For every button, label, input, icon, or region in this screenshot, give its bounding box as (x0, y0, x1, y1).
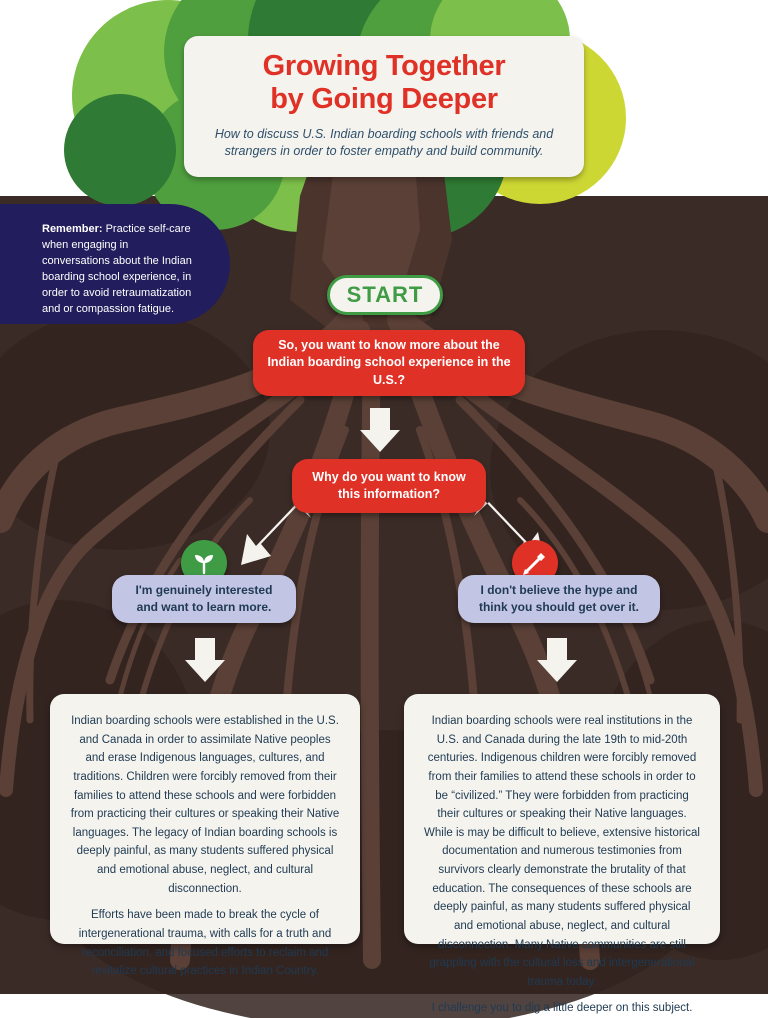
answer-left-paragraph-2: Efforts have been made to break the cycle of intergenerational trauma, with calls for a truth and reconciliation, and focused efforts to reclaim and revitalize cultural practices in Indian Country. (78, 909, 332, 978)
remember-callout (0, 204, 230, 324)
answer-right-paragraph-1: Indian boarding schools were real institutions in the U.S. and Canada during the late 19th to mid-20th centuries. Indigenous children were forcibly removed from their families to attend these schools in order to be “civilized.” They were forbidden from practicing their cultures or speaking their Native languages. While is may be difficult to believe, extensive historical documentation and numerous testimonies from survivors clearly demonstrate the brutality of that education. The consequences of these schools are deeply painful, as many students suffered physical and emotional abuse, neglect, and cultural disconnection. Many Native communities are still grappling with the cultural loss and intergenerational trauma today. (424, 715, 700, 988)
start-label: START (346, 282, 424, 307)
title-card (184, 36, 584, 177)
answer-card-right (404, 694, 720, 1015)
flow-question-1: So, you want to know more about the Indian boarding school experience in the U.S.? (253, 330, 525, 396)
remember-text: Practice self-care when engaging in conversations about the Indian boarding school experience, in order to avoid retraumatization and or compassion fatigue. (42, 223, 192, 315)
page-title-line1: Growing Together (262, 50, 506, 82)
answer-card-left (50, 694, 360, 978)
flow-question-2: Why do you want to know this information? (292, 459, 486, 513)
flow-option-left[interactable]: I'm genuinely interested and want to learn more. (112, 575, 296, 623)
page-title (202, 50, 566, 116)
remember-label: Remember: (42, 223, 103, 235)
page-title-line2: by Going Deeper (270, 83, 498, 116)
page-subtitle: How to discuss U.S. Indian boarding schools with friends and strangers in order to foster empathy and build community. (214, 127, 554, 159)
answer-left-paragraph-1: Indian boarding schools were established in the U.S. and Canada in order to assimilate Native peoples and erase Indigenous languages, cultures, and traditions. Children were forcibly removed from their families to attend these schools and were forbidden from practicing their cultures or speaking their Native languages. The legacy of Indian boarding schools is deeply painful, as many students suffered physical and emotional abuse, neglect, and cultural disconnection. (70, 715, 340, 895)
flow-option-right[interactable]: I don't believe the hype and think you should get over it. (458, 575, 660, 623)
answer-right-paragraph-2: I challenge you to dig a little deeper on this subject. (431, 1002, 693, 1015)
start-node[interactable] (327, 275, 443, 315)
